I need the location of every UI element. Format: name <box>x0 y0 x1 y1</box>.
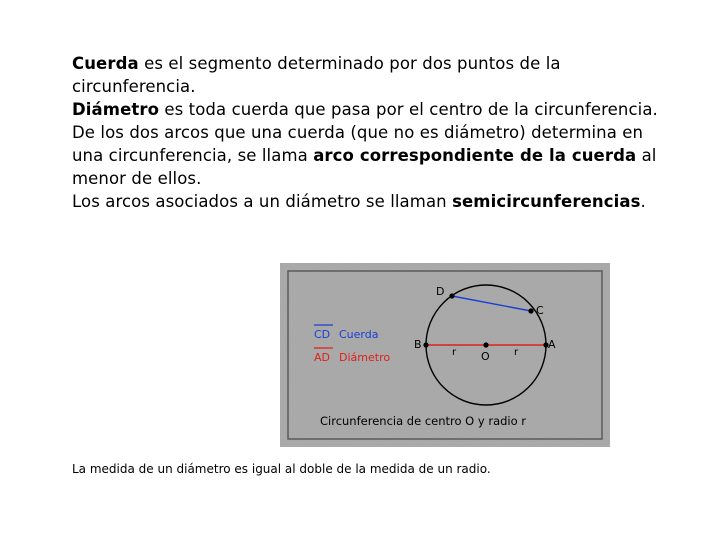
footer-caption: La medida de un diámetro es igual al doble de la medida de un radio. <box>72 462 491 476</box>
term-cuerda: Cuerda <box>72 54 139 73</box>
point-d-dot <box>449 293 454 298</box>
label-c: C <box>536 304 544 317</box>
paragraph-cuerda <box>72 52 672 98</box>
text-semi-pre: Los arcos asociados a un diámetro se llaman <box>72 192 453 211</box>
label-radius-left: r <box>452 347 457 358</box>
term-semicircunferencias: semicircunferencias <box>452 192 641 211</box>
text-arco-pre: De los dos arcos que una cuerda (que no es diámetro) determina en una circunferencia, se llama <box>72 123 644 165</box>
text-arco-rest: al menor de ellos. <box>72 146 657 188</box>
circle-diagram <box>280 263 610 447</box>
text-cuerda-def: es el segmento determinado por dos puntos de la circunferencia. <box>72 54 561 96</box>
label-d: D <box>436 285 445 298</box>
definitions-text <box>72 52 672 213</box>
point-c-dot <box>528 308 533 313</box>
figure-caption: Circunferencia de centro O y radio r <box>320 414 527 428</box>
term-diametro: Diámetro <box>72 100 160 119</box>
legend-cd-symbol: CD <box>314 328 331 341</box>
legend-ad-symbol: AD <box>314 351 330 364</box>
paragraph-arco <box>72 121 672 190</box>
paragraph-semicircunferencias <box>72 190 672 213</box>
point-o-dot <box>483 342 488 347</box>
legend-cd-label: Cuerda <box>339 328 379 341</box>
point-b-dot <box>423 342 428 347</box>
circle-figure <box>280 263 610 447</box>
legend-ad-label: Diámetro <box>339 351 391 364</box>
text-semi-rest: . <box>640 192 646 211</box>
term-arco: arco correspondiente de la cuerda <box>313 146 637 165</box>
label-a: A <box>548 338 556 351</box>
label-b: B <box>414 338 422 351</box>
text-diametro-def: es toda cuerda que pasa por el centro de la circunferencia. <box>159 100 658 119</box>
label-o: O <box>481 350 490 363</box>
label-radius-right: r <box>514 347 519 358</box>
paragraph-diametro <box>72 98 672 121</box>
